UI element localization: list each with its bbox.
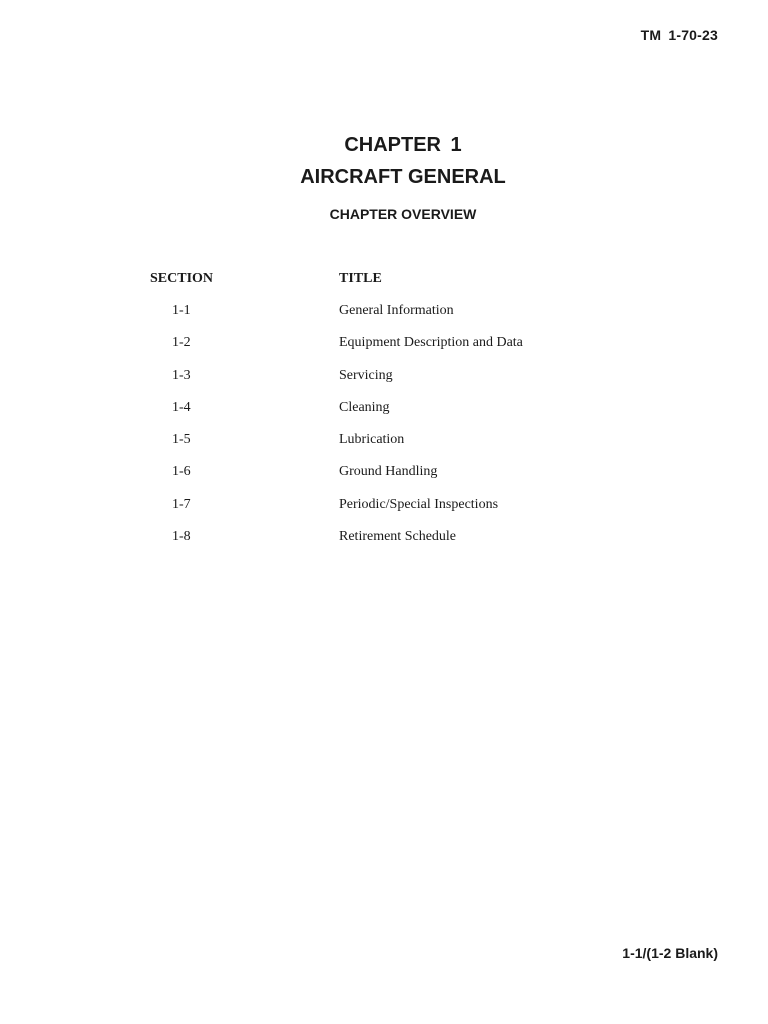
chapter-title: AIRCRAFT GENERAL — [300, 166, 506, 188]
list-item — [0, 335, 768, 367]
list-item — [0, 368, 768, 400]
section-number: 1-6 — [172, 464, 191, 480]
section-number: 1-7 — [172, 496, 191, 512]
list-item — [0, 432, 768, 464]
chapter-number: CHAPTER 1 — [344, 134, 462, 156]
section-column-header: SECTION — [150, 271, 214, 286]
section-number: 1-1 — [172, 303, 191, 318]
section-title: Equipment Description and Data — [339, 335, 523, 351]
section-title: Lubrication — [339, 432, 405, 448]
section-number: 1-4 — [172, 399, 191, 415]
section-title: Servicing — [339, 367, 393, 383]
section-number: 1-2 — [172, 335, 191, 351]
section-number: 1-5 — [172, 432, 191, 448]
list-item — [0, 464, 768, 496]
section-title: Retirement Schedule — [339, 529, 457, 545]
list-item — [0, 529, 768, 561]
list-item — [0, 400, 768, 432]
section-number: 1-3 — [172, 367, 191, 383]
section-title: Ground Handling — [339, 464, 438, 480]
section-list — [0, 303, 768, 561]
chapter-overview-heading: CHAPTER OVERVIEW — [329, 206, 477, 222]
section-title: Periodic/Special Inspections — [339, 496, 499, 512]
list-item — [0, 303, 768, 335]
page-number: 1-1/(1-2 Blank) — [622, 945, 718, 961]
title-column-header: TITLE — [339, 271, 382, 286]
tm-number: TM 1-70-23 — [640, 27, 718, 43]
section-title: Cleaning — [339, 399, 390, 415]
section-title: General Information — [339, 303, 454, 318]
section-number: 1-8 — [172, 529, 191, 545]
list-item — [0, 497, 768, 529]
